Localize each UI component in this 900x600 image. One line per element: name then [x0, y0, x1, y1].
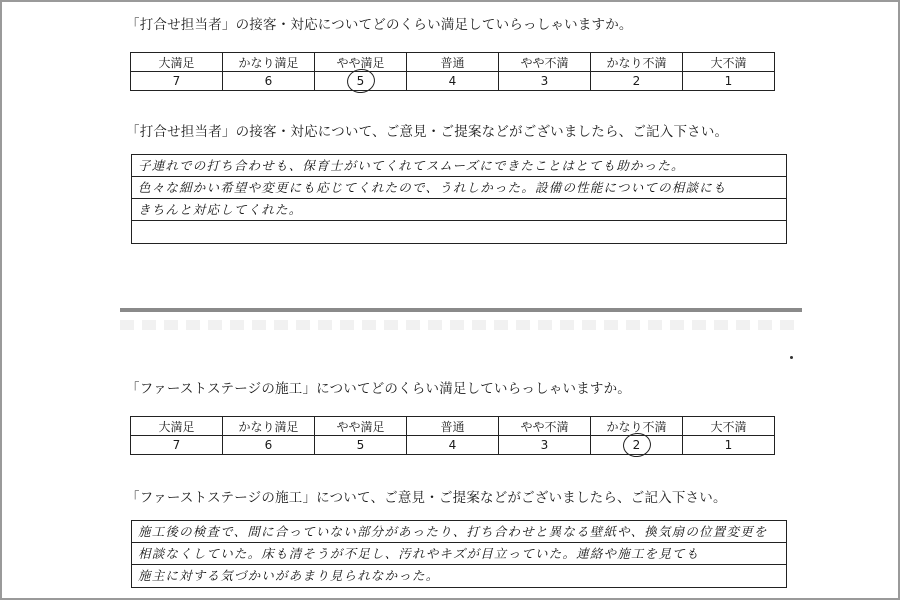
rating-labels-row: [131, 53, 775, 72]
rating-option[interactable]: 6: [223, 72, 315, 91]
comment-line: 色々な細かい希望や変更にも応じてくれたので、うれしかった。設備の性能についての相談にも: [132, 177, 786, 199]
rating-option[interactable]: 7: [131, 72, 223, 91]
question-staff-satisfaction: 「打合せ担当者」の接客・対応についてどのくらい満足していらっしゃいますか。: [126, 17, 633, 33]
rating-label: やや満足: [315, 53, 407, 72]
section-divider: [120, 308, 802, 312]
comment-line: 施主に対する気づかいがあまり見られなかった。: [138, 568, 440, 583]
comment-prompt-staff: 「打合せ担当者」の接客・対応について、ご意見・ご提案などがございましたら、ご記入下さい。: [126, 124, 729, 140]
rating-scores-row: [131, 72, 775, 91]
comment-prompt-construction: 「ファーストステージの施工」について、ご意見・ご提案などがございましたら、ご記入下さい。: [126, 490, 727, 506]
rating-label: 普通: [407, 53, 499, 72]
rating-label: 普通: [407, 417, 499, 436]
rating-label: やや不満: [499, 53, 591, 72]
rating-option[interactable]: 6: [223, 436, 315, 455]
rating-option[interactable]: 1: [683, 436, 775, 455]
rating-option[interactable]: 3: [499, 72, 591, 91]
rating-option[interactable]: 7: [131, 436, 223, 455]
rating-table-construction: [130, 416, 775, 455]
question-construction-satisfaction: 「ファーストステージの施工」についてどのくらい満足していらっしゃいますか。: [126, 381, 632, 397]
rating-option[interactable]: 4: [407, 436, 499, 455]
comment-line: 子連れでの打ち合わせも、保育士がいてくれてスムーズにできたことはとても助かった。: [132, 155, 786, 177]
rating-label: やや不満: [499, 417, 591, 436]
rating-label: かなり満足: [223, 53, 315, 72]
rating-label: かなり不満: [591, 53, 683, 72]
rating-scores-row: [131, 436, 775, 455]
rating-labels-row: [131, 417, 775, 436]
comment-box-construction[interactable]: [131, 520, 787, 588]
rating-label: かなり満足: [223, 417, 315, 436]
rating-option[interactable]: 3: [499, 436, 591, 455]
rating-label: 大満足: [131, 53, 223, 72]
rating-option-selected[interactable]: 2: [591, 436, 683, 455]
rating-option[interactable]: 4: [407, 72, 499, 91]
rating-label: やや満足: [315, 417, 407, 436]
rating-option[interactable]: 1: [683, 72, 775, 91]
comment-line: きちんと対応してくれた。: [132, 199, 786, 221]
scan-speck: [790, 356, 793, 359]
rating-label: 大不満: [683, 53, 775, 72]
comment-box-staff[interactable]: [131, 154, 787, 244]
rating-label: 大不満: [683, 417, 775, 436]
comment-line: [132, 221, 786, 243]
rating-label: 大満足: [131, 417, 223, 436]
rating-option-selected[interactable]: 5: [315, 72, 407, 91]
rating-option[interactable]: 2: [591, 72, 683, 91]
comment-line: 相談なくしていた。床も清そうが不足し、汚れやキズが目立っていた。連絡や施工を見ても: [132, 543, 786, 565]
comment-line: 施工後の検査で、間に合っていない部分があったり、打ち合わせと異なる壁紙や、換気扇の位置変更を: [132, 521, 786, 543]
scan-artifact: [120, 320, 802, 330]
rating-label: かなり不満: [591, 417, 683, 436]
rating-table-staff: [130, 52, 775, 91]
rating-option[interactable]: 5: [315, 436, 407, 455]
